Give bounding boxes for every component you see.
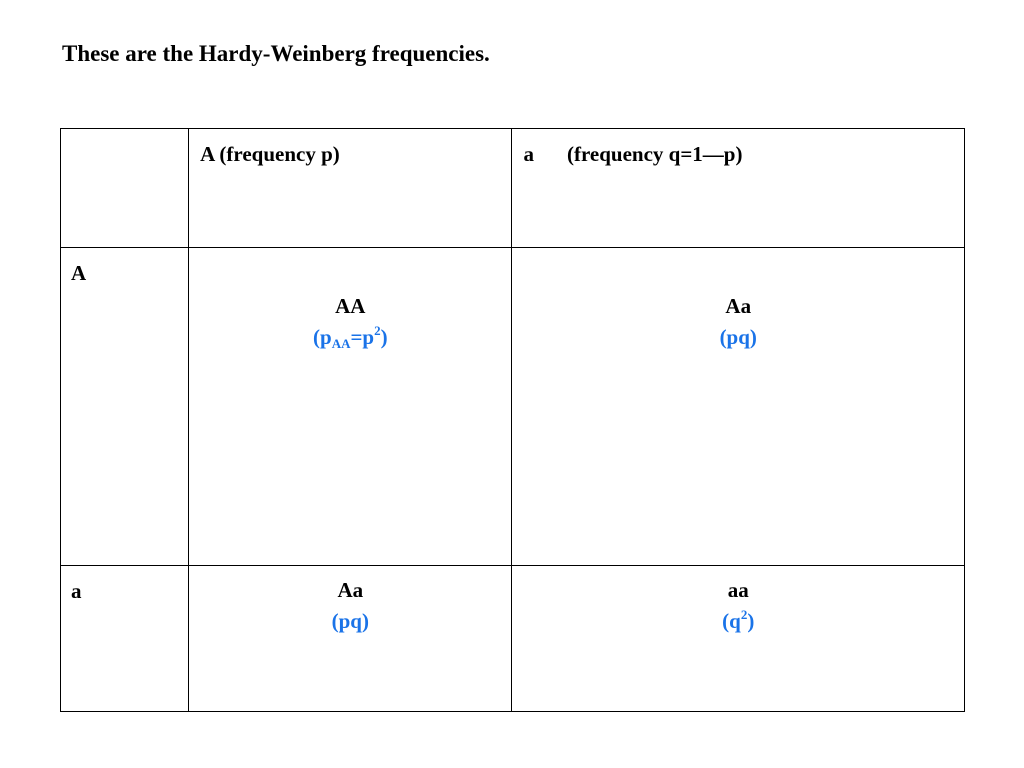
cell-Aa-top [512,248,965,566]
frequency-Aa-bottom: (pq) [331,608,369,633]
freq-close: ) [747,608,755,633]
genotype-Aa-bottom: Aa [337,577,364,602]
freq-subscript: AA [331,336,351,352]
header-label-a [512,129,964,168]
genotype-Aa-top: Aa [725,294,752,319]
frequency-AA [189,321,511,353]
frequency-aa [512,605,964,637]
header-allele-a: a [523,142,534,166]
header-freq-a: (frequency q=1—p) [566,142,743,166]
row-label-A: A [71,261,87,286]
header-label-A: A (frequency p) [200,142,340,166]
cell-aa [512,565,965,711]
header-cell-A [189,129,512,248]
punnett-table [60,128,965,712]
freq-superscript: 2 [740,606,748,622]
freq-open: (p [313,325,332,350]
table-header-row [61,129,965,248]
row-label-a: a [71,578,82,603]
genotype-aa: aa [727,577,749,602]
cell-AA [189,248,512,566]
table-row-A [61,248,965,566]
freq-close: ) [380,325,388,350]
corner-cell [61,129,189,248]
freq-superscript: 2 [374,323,381,339]
header-cell-a [512,129,965,248]
genotype-AA: AA [335,294,366,319]
cell-Aa-bottom [189,565,512,711]
row-header-cell-a [61,565,189,711]
freq-mid: =p [350,325,375,350]
frequency-Aa-top: (pq) [719,325,757,350]
slide-title: These are the Hardy-Weinberg frequencies. [62,41,490,66]
row-header-cell-A [61,248,189,566]
table-row-a [61,565,965,711]
freq-open: (q [722,608,741,633]
